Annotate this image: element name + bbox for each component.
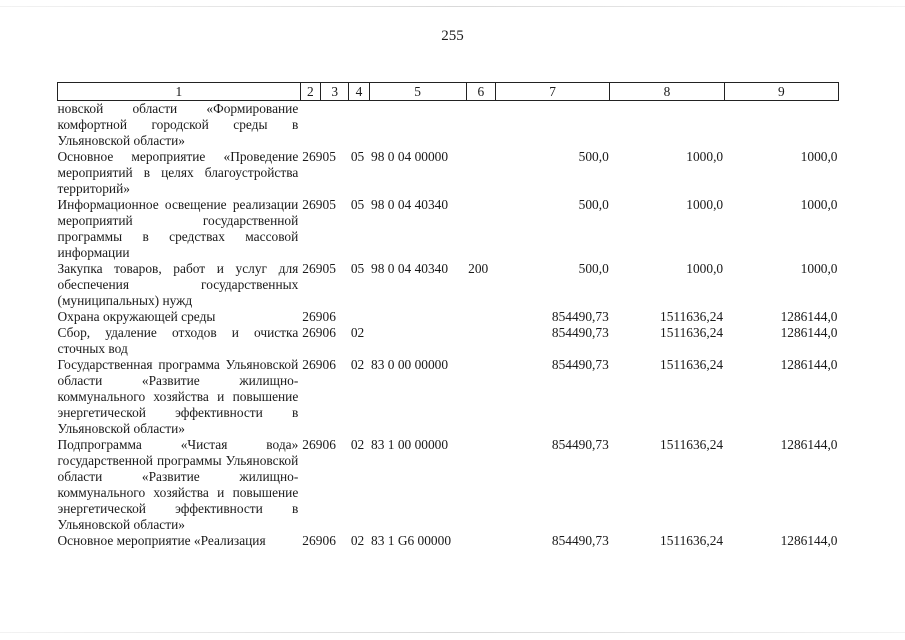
cell-target-article [369,309,466,325]
cell-admin-code: 269 [302,309,323,324]
cell-description: Охрана окружающей среды [57,309,216,324]
cell-amount-year1: 854490,73 [551,309,609,324]
cell-expense-type: 200 [468,261,489,276]
cell-amount-year2: 1000,0 [686,197,724,212]
cell-target-article: 98 0 04 00000 [371,149,449,164]
cell-amount-year2: 1000,0 [686,261,724,276]
cell-target-article [369,325,466,357]
header-cell: 5 [369,83,466,101]
cell-admin-code: 269 [302,261,323,276]
cell-amount-year1: 854490,73 [551,325,609,340]
header-cell: 4 [349,83,369,101]
header-cell: 3 [321,83,349,101]
cell-description: Основное мероприятие «Реализация [57,533,266,548]
table-row [58,533,839,549]
header-cell: 7 [495,83,609,101]
cell-expense-type [466,357,495,437]
table-row [58,149,839,197]
cell-amount-year2: 1511636,24 [660,325,724,340]
table-row [58,197,839,261]
cell-subsection: 05 [350,197,365,212]
header-cell: 2 [300,83,320,101]
cell-target-article: 83 1 G6 00000 [371,533,452,548]
cell-expense-type [466,197,495,261]
cell-section: 05 [322,149,336,164]
cell-section: 05 [322,197,336,212]
cell-amount-year2: 1511636,24 [660,437,724,452]
cell-amount-year2: 1511636,24 [660,533,724,548]
cell-expense-type [466,149,495,197]
cell-description: новской области «Формирование комфортной городской среды в Ульяновской области» [57,101,299,148]
table-row [58,101,839,150]
table-body [58,101,839,550]
cell-amount-year3: 1000,0 [800,261,838,276]
cell-amount-year1: 500,0 [578,261,609,276]
header-cell: 6 [466,83,495,101]
table-header-row [58,83,839,101]
cell-description: Информационное освещение реализации мероприятий государственной программы в средствах массовой информации [57,197,299,260]
cell-target-article: 98 0 04 40340 [371,197,449,212]
table-row [58,261,839,309]
cell-amount-year1: 854490,73 [551,533,609,548]
cell-expense-type [466,437,495,533]
table-row [58,437,839,533]
cell-subsection [349,309,369,325]
cell-amount-year3 [724,101,838,150]
cell-amount-year2: 1511636,24 [660,357,724,372]
header-cell: 1 [58,83,301,101]
cell-admin-code: 269 [302,197,323,212]
cell-expense-type [466,101,495,150]
cell-description: Сбор, удаление отходов и очистка сточных вод [57,325,299,356]
cell-description: Основное мероприятие «Проведение мероприятий в целях благоустройства территорий» [57,149,299,196]
cell-subsection: 05 [350,261,365,276]
cell-admin-code: 269 [302,357,323,372]
cell-target-article: 83 0 00 00000 [371,357,449,372]
cell-admin-code: 269 [302,533,323,548]
cell-expense-type [466,309,495,325]
cell-amount-year1: 500,0 [578,197,609,212]
cell-amount-year2: 1511636,24 [660,309,724,324]
cell-section [321,101,349,150]
cell-amount-year3: 1000,0 [800,149,838,164]
table-row [58,325,839,357]
cell-amount-year3: 1286144,0 [780,309,838,324]
cell-description: Подпрограмма «Чистая вода» государственной программы Ульяновской области «Развитие жилищно-коммунального хозяйства и повышение энергетической эффективности в Ульяновской области» [57,437,299,532]
cell-amount-year1 [495,101,609,150]
cell-section: 06 [322,325,336,340]
table-row [58,357,839,437]
cell-amount-year3: 1286144,0 [780,437,838,452]
scan-edge-top [0,6,905,7]
header-cell: 8 [610,83,724,101]
cell-amount-year1: 854490,73 [551,437,609,452]
cell-subsection [349,101,369,150]
cell-section: 06 [322,437,336,452]
cell-description: Закупка товаров, работ и услуг для обеспечения государственных (муниципальных) нужд [57,261,299,308]
cell-section: 06 [322,309,336,324]
page-number: 255 [441,28,464,44]
cell-expense-type [466,325,495,357]
cell-admin-code: 269 [302,149,323,164]
budget-table [57,82,839,549]
cell-amount-year2: 1000,0 [686,149,724,164]
cell-description: Государственная программа Ульяновской области «Развитие жилищно-коммунального хозяйства и повышение энергетической эффективности в Ульяновской области» [57,357,299,436]
cell-subsection: 02 [350,437,365,452]
cell-amount-year2 [610,101,724,150]
cell-admin-code [300,101,320,150]
cell-target-article: 98 0 04 40340 [371,261,449,276]
cell-amount-year1: 854490,73 [551,357,609,372]
cell-subsection: 02 [350,357,365,372]
cell-subsection: 02 [350,533,365,548]
cell-amount-year1: 500,0 [578,149,609,164]
cell-target-article [369,101,466,150]
cell-subsection: 02 [350,325,365,340]
cell-expense-type [466,533,495,549]
cell-subsection: 05 [350,149,365,164]
cell-amount-year3: 1286144,0 [780,357,838,372]
cell-section: 06 [322,357,336,372]
table-row [58,309,839,325]
cell-amount-year3: 1286144,0 [780,533,838,548]
header-cell: 9 [724,83,838,101]
cell-section: 06 [322,533,336,548]
cell-amount-year3: 1286144,0 [780,325,838,340]
cell-admin-code: 269 [302,325,323,340]
cell-amount-year3: 1000,0 [800,197,838,212]
scan-edge-bottom [0,632,905,633]
cell-admin-code: 269 [302,437,323,452]
cell-target-article: 83 1 00 00000 [371,437,449,452]
cell-section: 05 [322,261,336,276]
